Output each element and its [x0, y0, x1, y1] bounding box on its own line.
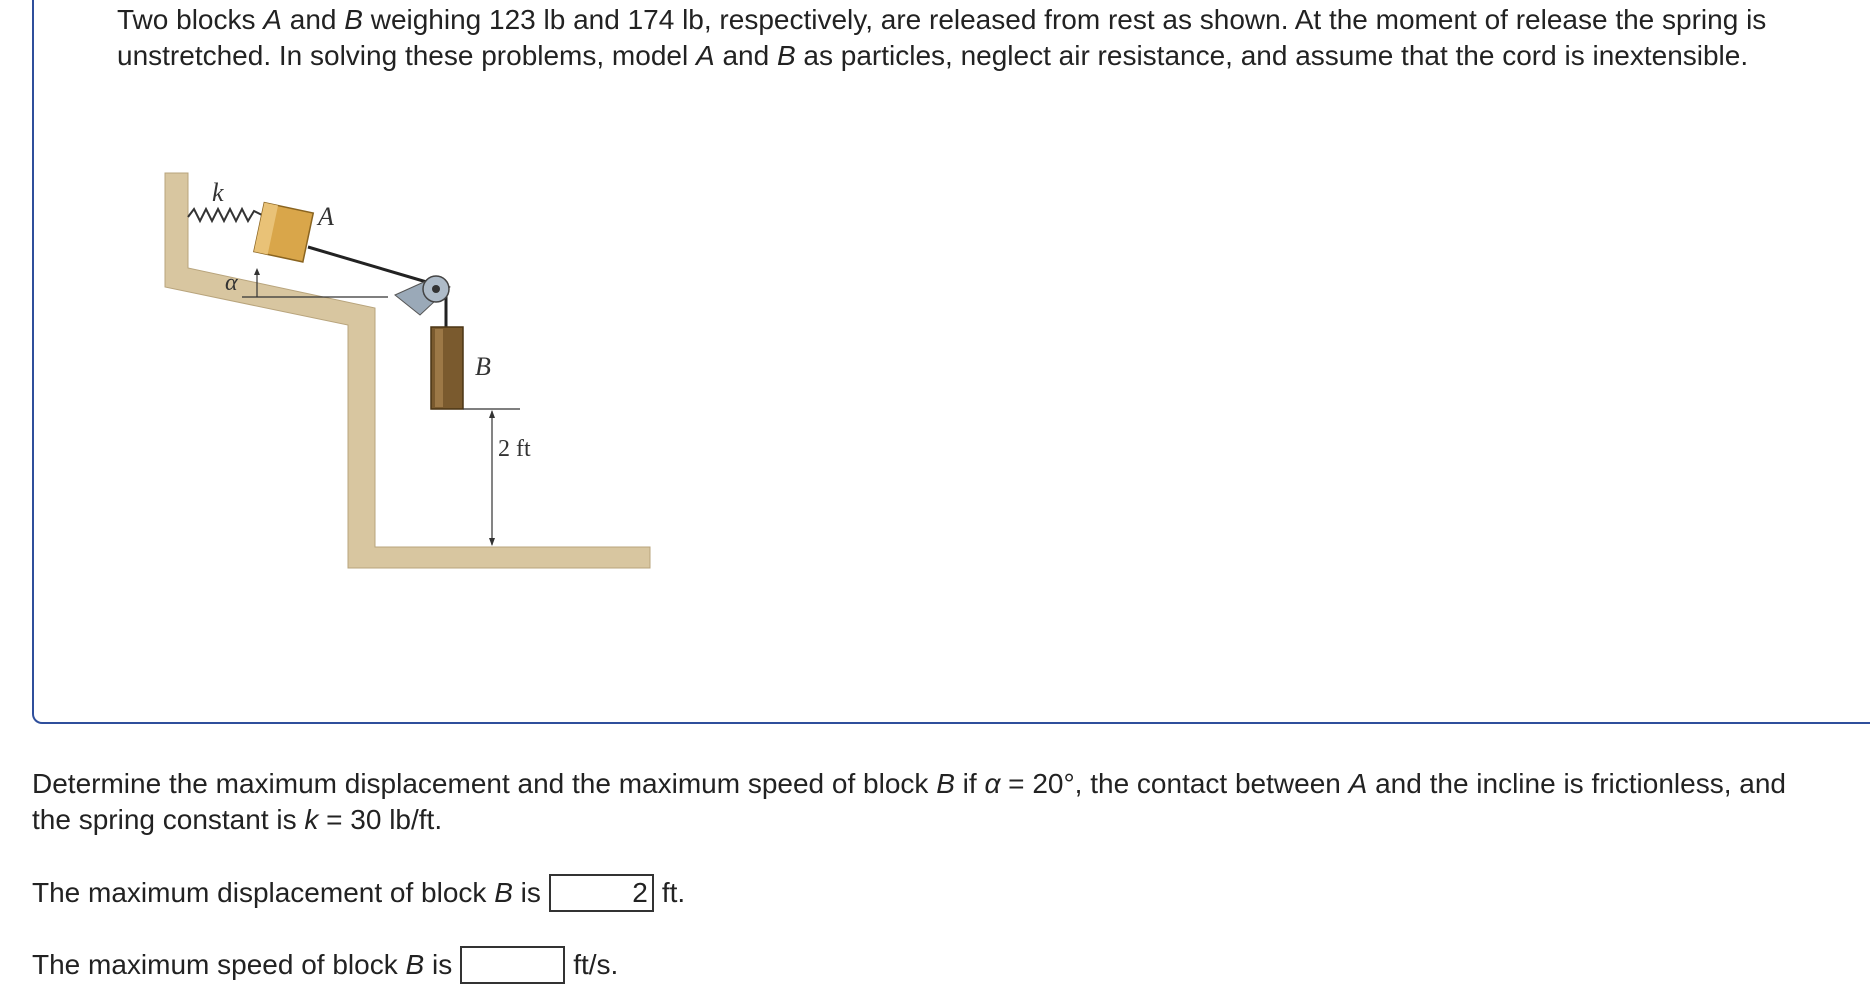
pulley-axle [432, 285, 440, 293]
displacement-input[interactable] [549, 874, 654, 912]
question-fragment: if [954, 768, 985, 799]
intro-text: and [714, 40, 777, 71]
question-fragment: = 30 lb/ft. [318, 804, 443, 835]
alpha-label: α [225, 270, 238, 296]
displacement-answer-row [32, 874, 685, 912]
ground-profile [165, 173, 650, 568]
intro-block-b: B [776, 40, 796, 71]
speed-answer-row [32, 946, 618, 984]
speed-block-label: B [405, 949, 425, 980]
spring-constant-label: k [212, 178, 224, 207]
displacement-unit: ft. [661, 877, 686, 908]
spring-zigzag [188, 209, 262, 221]
block-a [254, 203, 313, 262]
displacement-block-label: B [494, 877, 513, 908]
intro-block-b: B [344, 4, 363, 35]
displacement-prompt: The maximum displacement of block [32, 877, 495, 908]
displacement-is: is [512, 877, 541, 908]
block-b-highlight [435, 329, 443, 407]
question-block-b: B [936, 768, 955, 799]
speed-unit: ft/s. [573, 949, 619, 980]
question-fragment: = 20°, the contact between [1000, 768, 1349, 799]
pulley-system-figure [150, 165, 670, 625]
intro-text: weighing 123 lb and 174 lb, respectively, are released from rest as shown. At the moment of release the spring is unstretched. In solving these problems, model [117, 4, 1767, 71]
height-label: 2 ft [498, 436, 531, 462]
question-text [32, 766, 1832, 838]
speed-is: is [424, 949, 453, 980]
speed-input[interactable] [460, 946, 565, 984]
intro-text: Two blocks [117, 4, 264, 35]
intro-block-a: A [263, 4, 282, 35]
intro-text: as particles, neglect air resistance, and assume that the cord is inextensible. [795, 40, 1749, 71]
question-alpha: α [984, 768, 1001, 799]
question-block-a: A [1348, 768, 1368, 799]
speed-prompt: The maximum speed of block [32, 949, 406, 980]
question-fragment: and the incline is frictionless, and the spring constant is [32, 768, 1786, 835]
question-k: k [304, 804, 319, 835]
height-arrowhead-top [489, 410, 495, 418]
intro-block-a: A [695, 40, 715, 71]
block-b-label: B [475, 352, 491, 381]
block-a-label: A [318, 202, 334, 231]
height-arrowhead-bottom [489, 538, 495, 546]
cord-incline [308, 247, 430, 283]
problem-statement [117, 2, 1817, 74]
intro-text: and [281, 4, 345, 35]
question-fragment: Determine the maximum displacement and the maximum speed of block [32, 768, 937, 799]
angle-arrowhead [254, 268, 260, 275]
